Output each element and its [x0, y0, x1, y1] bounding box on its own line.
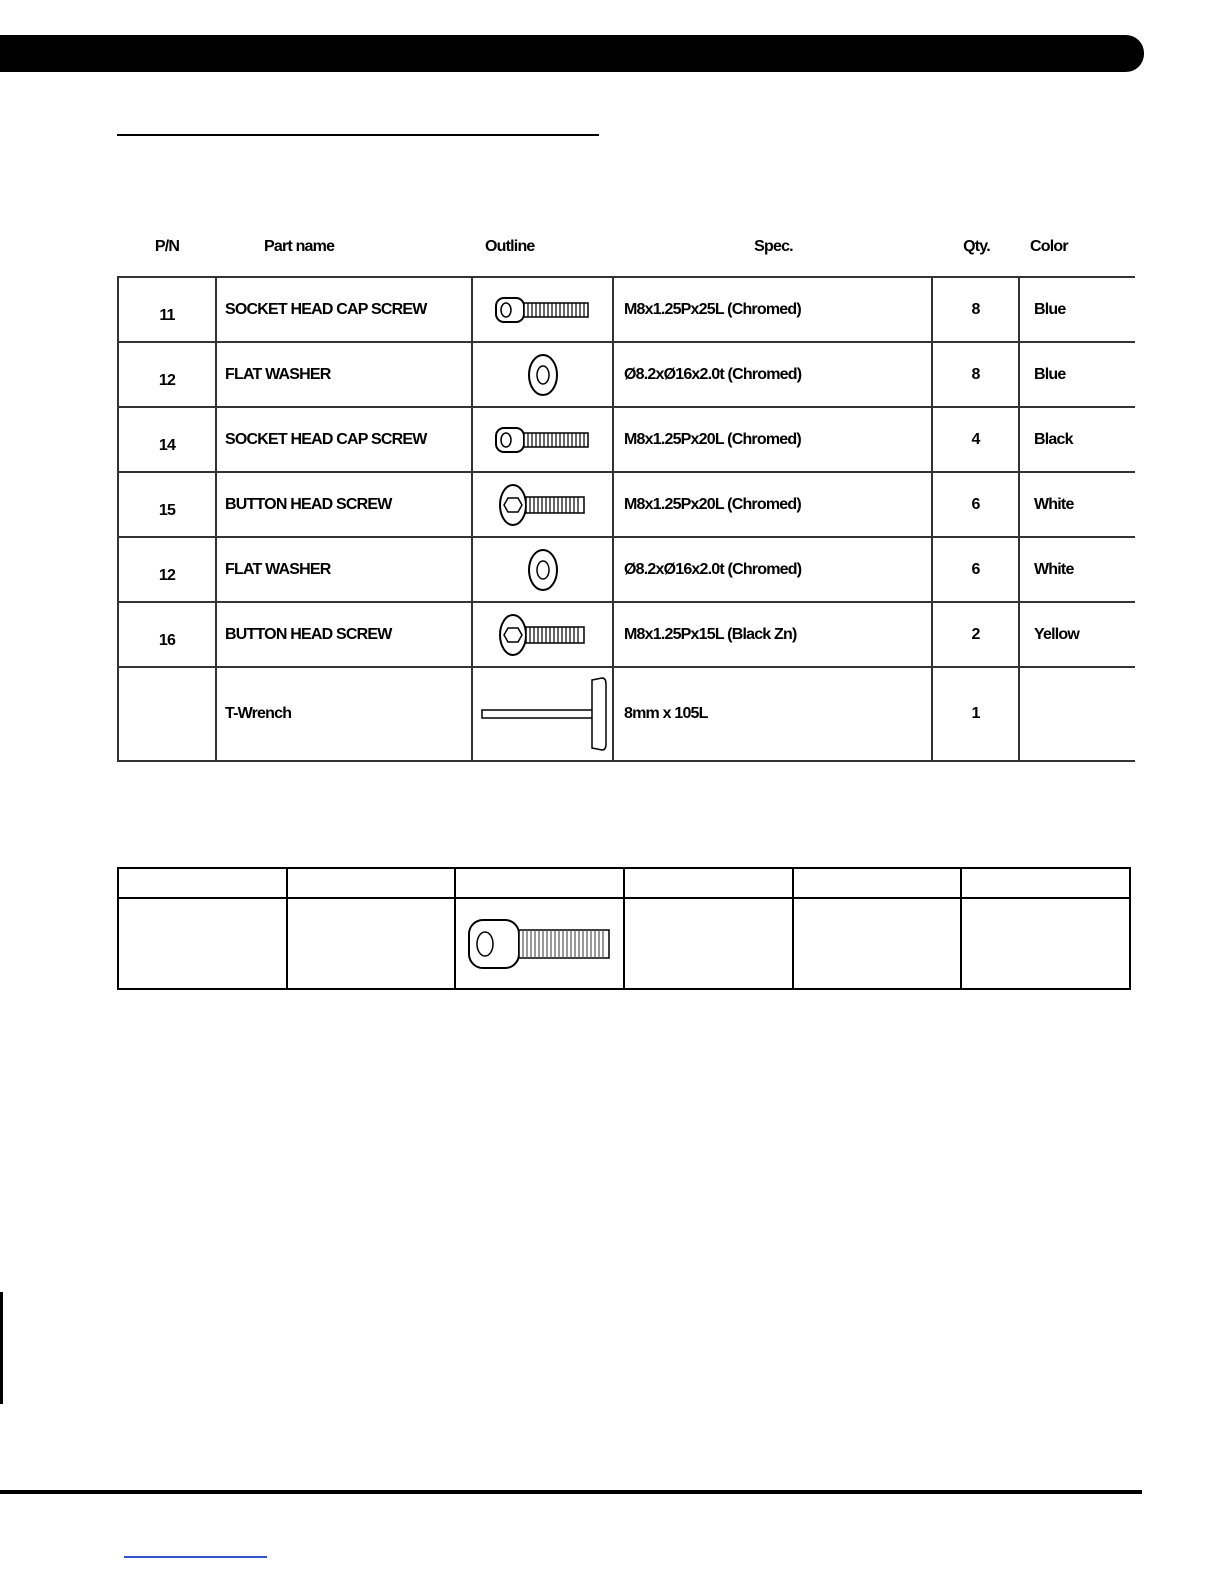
cell-outline	[473, 473, 614, 536]
secondary-cell	[119, 899, 288, 988]
cell-pn: 11	[117, 278, 217, 341]
cell-color: Yellow	[1034, 625, 1079, 643]
cell-pn: 12	[117, 343, 217, 406]
header-pn: P/N	[154, 238, 180, 255]
cell-qty: 2	[933, 603, 1020, 666]
table-row	[117, 343, 1135, 408]
cell-part-name: BUTTON HEAD SCREW	[217, 473, 473, 536]
cell-pn: 12	[117, 538, 217, 601]
cell-qty: 4	[933, 408, 1020, 471]
table-row	[117, 473, 1135, 538]
cell-qty: 6	[933, 473, 1020, 536]
flat-washer-icon	[523, 352, 563, 398]
cell-spec: M8x1.25Px25L (Chromed)	[614, 278, 933, 341]
footer-rule	[0, 1490, 1142, 1494]
cell-part-name: FLAT WASHER	[217, 538, 473, 601]
secondary-cell-outline	[456, 899, 625, 988]
cell-spec: 8mm x 105L	[614, 668, 933, 760]
title-underline	[117, 134, 599, 136]
parts-table-body	[117, 276, 1135, 762]
secondary-table-header	[119, 869, 1129, 899]
secondary-cell	[794, 899, 963, 988]
table-row	[119, 899, 1129, 988]
cell-spec: Ø8.2xØ16x2.0t (Chromed)	[614, 538, 933, 601]
socket-head-cap-screw-icon	[467, 914, 613, 974]
footer-link-underline[interactable]	[124, 1556, 267, 1558]
cell-part-name: BUTTON HEAD SCREW	[217, 603, 473, 666]
cell-part-name: SOCKET HEAD CAP SCREW	[217, 408, 473, 471]
cell-qty: 1	[933, 668, 1020, 760]
parts-table	[117, 218, 1135, 762]
cell-outline	[473, 603, 614, 666]
cell-spec: M8x1.25Px20L (Chromed)	[614, 408, 933, 471]
cell-color	[1020, 668, 1135, 760]
t-wrench-icon	[478, 674, 608, 754]
cell-pn: 15	[117, 473, 217, 536]
secondary-cell	[625, 899, 794, 988]
cell-outline	[473, 668, 614, 760]
secondary-header-cell	[962, 869, 1129, 897]
cell-outline	[473, 408, 614, 471]
secondary-cell	[962, 899, 1129, 988]
header-color: Color	[1030, 238, 1068, 255]
table-row	[117, 408, 1135, 473]
secondary-header-cell	[456, 869, 625, 897]
cell-outline	[473, 278, 614, 341]
flat-washer-icon	[523, 547, 563, 593]
header-outline: Outline	[485, 238, 535, 255]
button-head-screw-icon	[495, 612, 591, 658]
socket-head-cap-screw-icon	[493, 292, 593, 328]
cell-color: White	[1034, 495, 1074, 513]
header-bar	[0, 35, 1144, 72]
cell-qty: 8	[933, 343, 1020, 406]
cell-color: Blue	[1034, 365, 1066, 383]
secondary-header-cell	[288, 869, 457, 897]
cell-spec: Ø8.2xØ16x2.0t (Chromed)	[614, 343, 933, 406]
cell-part-name: T-Wrench	[217, 668, 473, 760]
cell-spec: M8x1.25Px15L (Black Zn)	[614, 603, 933, 666]
secondary-header-cell	[625, 869, 794, 897]
secondary-table	[117, 867, 1131, 990]
header-part-name: Part name	[264, 238, 335, 255]
table-row	[117, 538, 1135, 603]
table-row	[117, 668, 1135, 762]
table-row	[117, 603, 1135, 668]
button-head-screw-icon	[495, 482, 591, 528]
cell-part-name: FLAT WASHER	[217, 343, 473, 406]
cell-color: Blue	[1034, 300, 1066, 318]
cell-color: Black	[1034, 430, 1073, 448]
cell-outline	[473, 538, 614, 601]
cell-outline	[473, 343, 614, 406]
cell-pn: 14	[117, 408, 217, 471]
secondary-header-cell	[119, 869, 288, 897]
cell-qty: 8	[933, 278, 1020, 341]
table-row	[117, 278, 1135, 343]
cell-color: White	[1034, 560, 1074, 578]
socket-head-cap-screw-icon	[493, 422, 593, 458]
header-spec: Spec.	[754, 238, 793, 255]
header-qty: Qty.	[963, 238, 990, 255]
cell-pn: 16	[117, 603, 217, 666]
margin-mark	[0, 1292, 3, 1404]
secondary-header-cell	[794, 869, 963, 897]
cell-part-name: SOCKET HEAD CAP SCREW	[217, 278, 473, 341]
cell-spec: M8x1.25Px20L (Chromed)	[614, 473, 933, 536]
parts-table-header	[117, 218, 1135, 276]
cell-pn	[117, 668, 217, 760]
cell-qty: 6	[933, 538, 1020, 601]
secondary-cell	[288, 899, 457, 988]
